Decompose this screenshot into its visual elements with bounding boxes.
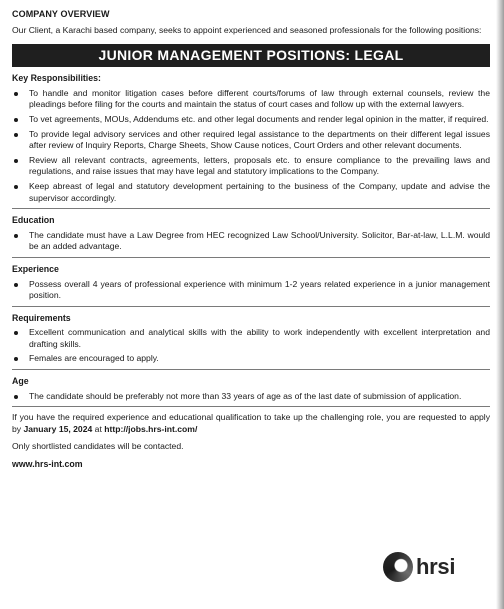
responsibilities-list [12,88,490,204]
hrsi-logo [383,552,455,582]
bullet-icon [14,118,18,122]
bullet-icon [14,331,18,335]
application-instructions [12,412,490,435]
list-item-text: Excellent communication and analytical skills with the ability to work independently with excellent interpretation and drafting skills. [29,327,490,349]
shortlist-note: Only shortlisted candidates will be contacted. [12,441,184,452]
bullet-icon [14,357,18,361]
list-item-text: To provide legal advisory services and other required legal assistance to the departments on their different legal issues after review of Inquiry Reports, Charge Sheets, Show Cause notices, Court Orders and other relevant documents. [29,128,490,151]
education-list [12,230,490,253]
section-divider [12,369,490,370]
experience-list [12,279,490,302]
bullet-icon [14,92,18,96]
list-item [12,391,490,403]
bullet-icon [14,283,18,287]
section-divider [12,257,490,258]
list-item-text: Review all relevant contracts, agreements, letters, proposals etc. to ensure compliance to the prevailing laws and regulations, and raise issues that may have legal and statutory implications to the Company. [29,154,490,177]
section-divider [12,208,490,209]
hrsi-ring-logo-icon [383,552,413,582]
list-item-text: Keep abreast of legal and statutory development pertaining to the business of the Company, update and advise the supervisor accordingly. [29,180,490,203]
list-item [12,353,490,365]
list-item [12,129,490,152]
bullet-icon [14,159,18,163]
company-intro: Our Client, a Karachi based company, seeks to appoint experienced and seasoned professionals for the following positions: [12,24,482,35]
bullet-icon [14,395,18,399]
list-item [12,155,490,178]
section-divider [12,306,490,307]
list-item [12,327,490,350]
website-link[interactable]: www.hrs-int.com [12,459,83,470]
requirements-list [12,327,490,365]
closing-text: If you have the required experience and educational qualification to take up the challenging role, you are requested to apply by [12,412,490,434]
scan-edge-shadow [496,0,504,609]
list-item-text: Females are encouraged to apply. [29,353,159,364]
responsibilities-heading: Key Responsibilities: [12,73,101,84]
list-item-text: The candidate should be preferably not more than 33 years of age as of the last date of submission of application. [29,390,462,401]
education-heading: Education [12,215,55,226]
bullet-icon [14,185,18,189]
experience-heading: Experience [12,263,59,274]
age-heading: Age [12,376,29,387]
list-item [12,230,490,253]
requirements-heading: Requirements [12,312,71,323]
logo-text: hrsi [416,554,456,579]
company-overview-title: COMPANY OVERVIEW [12,9,110,19]
list-item-text: To vet agreements, MOUs, Addendums etc. and other legal documents and render legal opinion in the matter, if required. [29,113,489,124]
list-item [12,114,490,126]
age-list [12,391,490,403]
list-item [12,279,490,302]
bullet-icon [14,133,18,137]
apply-link[interactable]: http://jobs.hrs-int.com/ [104,423,198,434]
list-item [12,181,490,204]
bullet-icon [14,234,18,238]
position-banner: JUNIOR MANAGEMENT POSITIONS: LEGAL [12,44,490,67]
closing-text-middle: at [92,423,105,434]
list-item-text: Possess overall 4 years of professional experience with minimum 1-2 years related experience in a junior management position. [29,278,490,301]
list-item-text: To handle and monitor litigation cases before different courts/forums of law through external counsels, review the pleadings before filing for the courts and maintain the status of court cases and follow up with the external lawyers. [29,87,490,110]
list-item-text: The candidate must have a Law Degree from HEC recognized Law School/University. Solicitor, Bar-at-law, L.L.M. would be an added advantage. [29,229,490,252]
application-deadline: January 15, 2024 [23,423,93,434]
list-item [12,88,490,111]
section-divider [12,406,490,407]
